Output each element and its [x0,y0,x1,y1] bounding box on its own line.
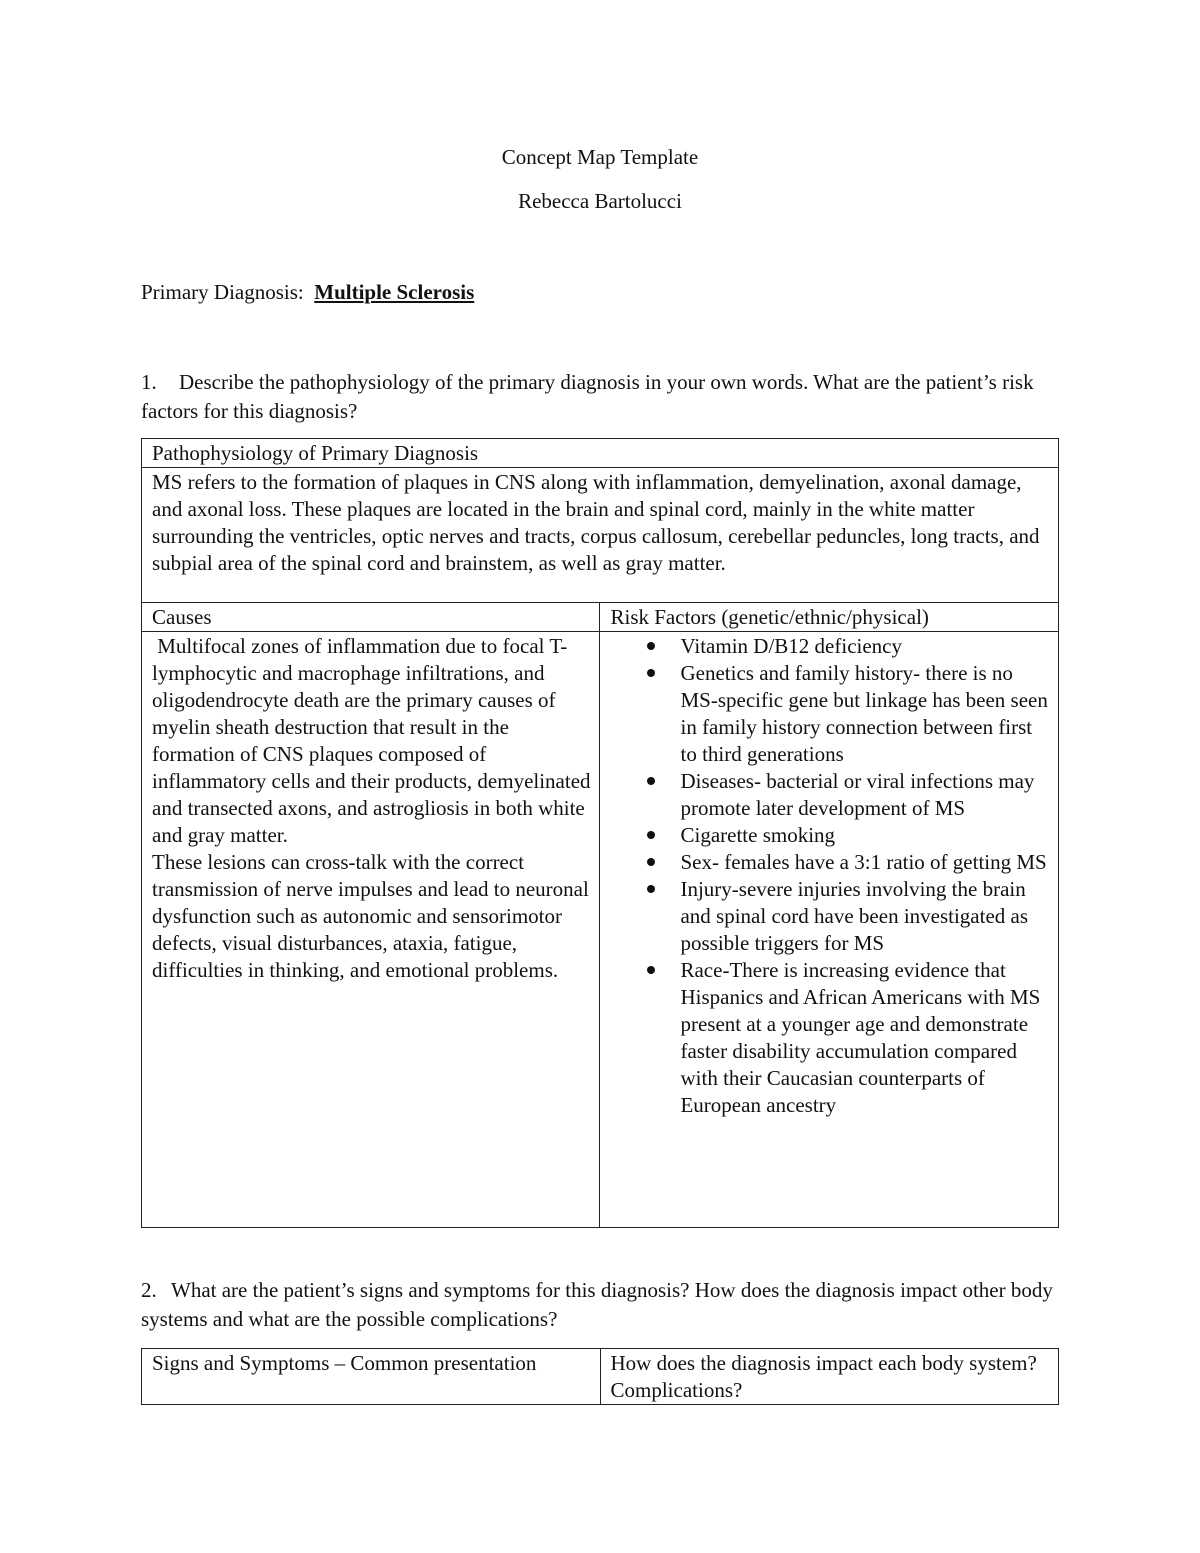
list-item: Race-There is increasing evidence that Hispanics and African Americans with MS present at a younger age and demonstrate faster disability accumulation compared with their Caucasian counterparts of European ancestry [680,957,1050,1119]
primary-diagnosis-value: Multiple Sclerosis [314,280,475,304]
table-row [142,1349,1059,1405]
risk-factors-header-cell: Risk Factors (genetic/ethnic/physical) [600,603,1059,632]
causes-paragraph: Multifocal zones of inflammation due to focal T-lymphocytic and macrophage infiltrations, and oligodendrocyte death are the primary causes of myelin sheath destruction that result in the formation of CNS plaques composed of inflammatory cells and their products, demyelinated and transected axons, and astrogliosis in both white and gray matter. [152,634,596,847]
question-2-text: What are the patient’s signs and symptoms for this diagnosis? How does the diagnosis impact other body systems and what are the possible complications? [141,1278,1053,1331]
list-item: Sex- females have a 3:1 ratio of getting MS [680,849,1050,876]
list-item: Genetics and family history- there is no MS-specific gene but linkage has been seen in family history connection between first to third generations [680,660,1050,768]
table-row [142,603,1059,632]
primary-diagnosis-label: Primary Diagnosis: [141,280,304,304]
body-system-impact-header-cell: How does the diagnosis impact each body system? Complications? [600,1349,1059,1405]
question-1 [141,368,1061,426]
question-1-number: 1. [141,370,157,394]
list-item: Diseases- bacterial or viral infections may promote later development of MS [680,768,1050,822]
causes-paragraph: These lesions can cross-talk with the correct transmission of nerve impulses and lead to neuronal dysfunction such as autonomic and sensorimotor defects, visual disturbances, ataxia, fatigue, difficulties in thinking, and emotional problems. [152,850,589,982]
pathophysiology-header-cell: Pathophysiology of Primary Diagnosis [142,439,1059,468]
list-item: Cigarette smoking [680,822,1050,849]
pathophysiology-text-cell: MS refers to the formation of plaques in CNS along with inflammation, demyelination, axonal damage, and axonal loss. These plaques are located in the brain and spinal cord, mainly in the white matter surrounding the ventricles, optic nerves and tracts, corpus callosum, cerebellar peduncles, long tracts, and subpial area of the spinal cord and brainstem, as well as gray matter. [142,468,1059,603]
table-row [142,468,1059,603]
risk-factors-cell [600,632,1059,1228]
risk-factors-list [610,633,1050,1119]
signs-symptoms-table [141,1348,1059,1405]
question-2 [141,1276,1061,1334]
pathophysiology-table [141,438,1059,1228]
list-item: Injury-severe injuries involving the brain and spinal cord have been investigated as possible triggers for MS [680,876,1050,957]
primary-diagnosis-line [141,279,474,306]
causes-header-cell: Causes [142,603,600,632]
signs-symptoms-header-cell: Signs and Symptoms – Common presentation [142,1349,601,1405]
list-item: Vitamin D/B12 deficiency [680,633,1050,660]
causes-cell [142,632,600,1228]
author-name: Rebecca Bartolucci [518,189,682,213]
question-1-text: Describe the pathophysiology of the primary diagnosis in your own words. What are the patient’s risk factors for this diagnosis? [141,370,1034,423]
question-2-number: 2. [141,1278,157,1302]
document-title: Concept Map Template [501,145,699,169]
table-row [142,632,1059,1228]
table-row [142,439,1059,468]
